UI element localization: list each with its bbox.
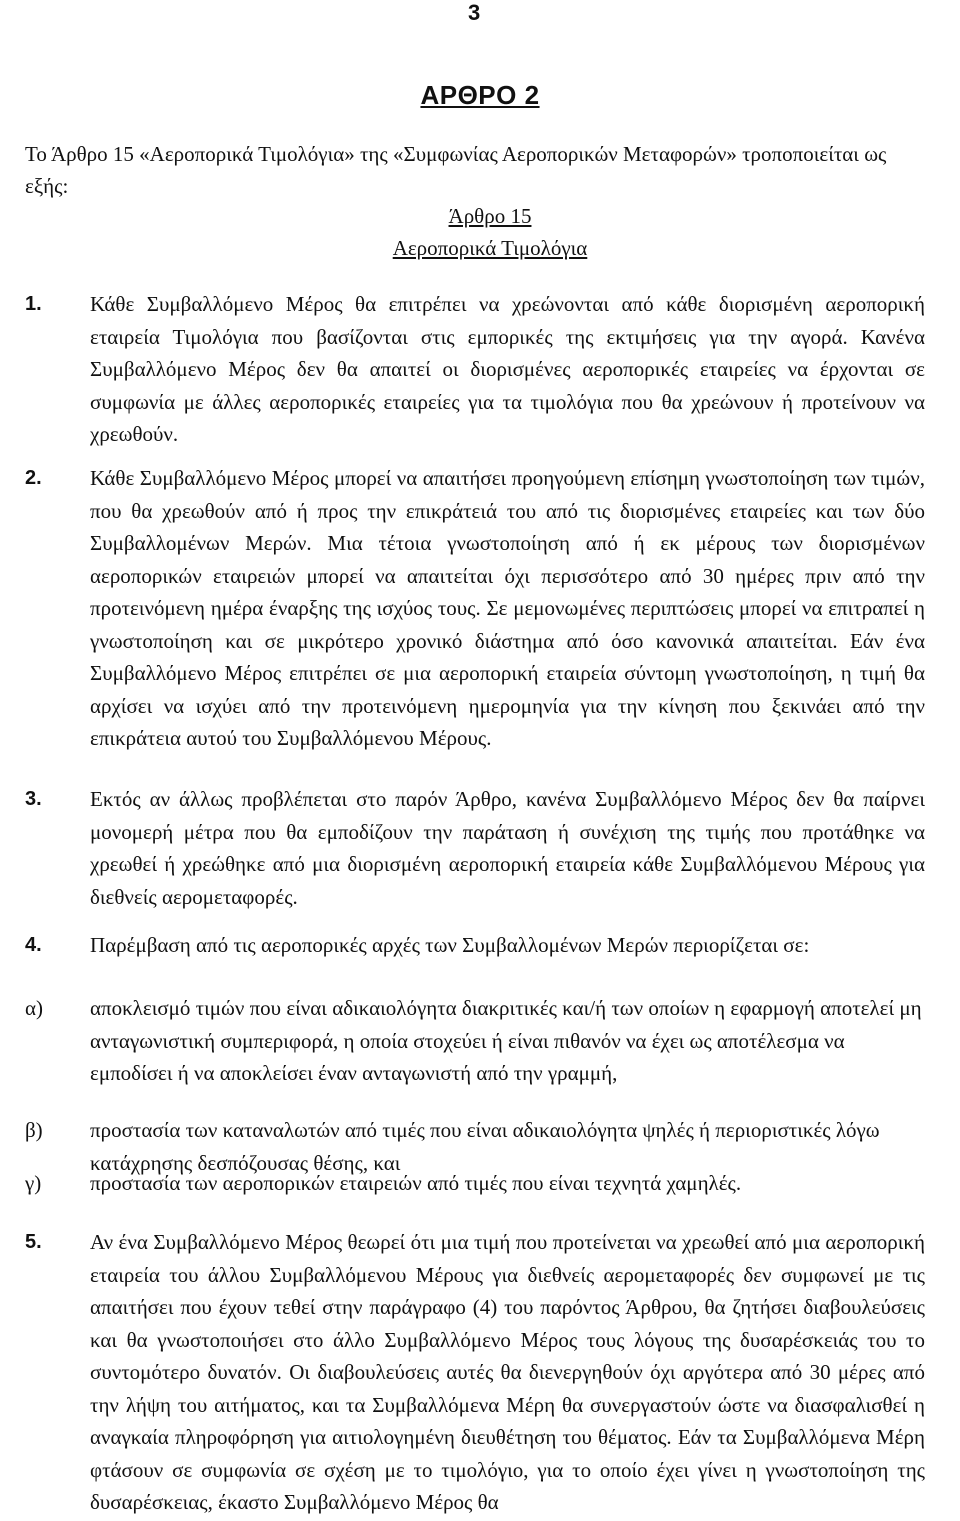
paragraph-number: 5. [25, 1231, 42, 1253]
paragraph-text: Παρέμβαση από τις αεροπορικές αρχές των Συμβαλλομένων Μερών περιορίζεται σε: [90, 933, 810, 957]
sub-item-label: β) [25, 1118, 43, 1142]
sub-item-label: γ) [25, 1171, 42, 1195]
paragraph-text: Κάθε Συμβαλλόμενο Μέρος μπορεί να απαιτήσει προηγούμενη επίσημη γνωστοποίηση των τιμών, που θα χρεωθούν από ή προς την επικράτειά του από τις διορισμένες εταιρείες και των δύο Συμβαλλομένων Μερών. Μια τέτοια γνωστοποίηση από ή εκ μέρους των διορισμένων αεροπορικών εταιρειών μπορεί να απαιτείται όχι περισσότερο από 30 ημέρες πριν από την προτεινόμενη ημέρα έναρξης της ισχύος τους. Σε μεμονωμένες περιπτώσεις μπορεί να επιτραπεί η γνωστοποίηση και σε μικρότερο χρονικό διάστημα από όσο κανονικά απαιτείται. Εάν ένα Συμβαλλόμενο Μέρος επιτρέπει σε μια αεροπορική εταιρεία σύντομη γνωστοποίηση, η τιμή θα αρχίσει να ισχύει από την προτεινόμενη ημερομηνία για την κίνηση που ξεκινάει από την επικράτεια αυτού του Συμβαλλόμενου Μέρους. [90, 466, 925, 750]
sub-item-label: α) [25, 996, 43, 1020]
intro-text: Το Άρθρο 15 «Αεροπορικά Τιμολόγια» της «Συμφωνίας Αεροπορικών Μεταφορών» τροποποιείται ως εξής: [25, 142, 887, 198]
page-number: 3 [468, 0, 481, 25]
paragraph-text: Αν ένα Συμβαλλόμενο Μέρος θεωρεί ότι μια τιμή που προτείνεται να χρεωθεί από μια αεροπορική εταιρεία του άλλου Συμβαλλόμενου Μέρους για διεθνείς αερομεταφορές δεν συμφωνεί με τις απαιτήσει που έχουν τεθεί στην παράγραφο (4) του παρόντος Άρθρου, θα ζητήσει διαβουλεύσεις και θα γνωστοποιήσει στο άλλο Συμβαλλόμενο Μέρος τους λόγους της δυσαρέσκειάς του το συντομότερο δυνατόν. Οι διαβουλεύσεις αυτές θα διενεργηθούν όχι αργότερα από 30 μέρες από την λήψη του αιτήματος, και τα Συμβαλλόμενα Μέρη θα συνεργαστούν ώστε να διασφαλισθεί η αναγκαία πληροφόρηση για αιτιολογημένη διευθέτηση του θέματος. Εάν τα Συμβαλλόμενα Μέρη φτάσουν σε συμφωνία σε σχέση με το τιμολόγιο, για το οποίο έχει γίνει η γνωστοποίηση της δυσαρέσκειας, έκαστο Συμβαλλόμενο Μέρος θα [90, 1230, 925, 1514]
paragraph-number: 1. [25, 293, 42, 315]
paragraph-3 [25, 783, 925, 913]
paragraph-number: 3. [25, 788, 42, 810]
paragraph-4 [25, 929, 925, 962]
sub-item-text: προστασία των καταναλωτών από τιμές που είναι αδικαιολόγητα ψηλές ή περιοριστικές λόγω κατάχρησης δεσπόζουσας θέσης, και [90, 1118, 880, 1175]
sub-item-text: προστασία των αεροπορικών εταιρειών από τιμές που είναι τεχνητά χαμηλές. [90, 1171, 742, 1195]
paragraph-number: 2. [25, 467, 42, 489]
paragraph-2 [25, 462, 925, 755]
sub-title-article: Άρθρο 15 [448, 204, 532, 228]
article-title: ΑΡΘΡΟ 2 [420, 80, 540, 110]
paragraph-1 [25, 288, 925, 451]
paragraph-number: 4. [25, 934, 42, 956]
sub-item-text: αποκλεισμό τιμών που είναι αδικαιολόγητα διακριτικές και/ή των οποίων η εφαρμογή αποτελεί μη ανταγωνιστική συμπεριφορά, η οποία στοχεύει ή είναι πιθανόν να έχει ως αποτέλεσμα να εμποδίσει ή να αποκλείσει έναν ανταγωνιστή από την γραμμή, [90, 996, 922, 1085]
sub-item-a [25, 992, 925, 1090]
sub-title-name: Αεροπορικά Τιμολόγια [392, 236, 588, 260]
sub-item-c [25, 1167, 925, 1200]
paragraph-5 [25, 1226, 925, 1519]
paragraph-text: Κάθε Συμβαλλόμενο Μέρος θα επιτρέπει να χρεώνονται από κάθε διορισμένη αεροπορική εταιρεία Τιμολόγια που βασίζονται στις εμπορικές της εκτιμήσεις για την αγορά. Κανένα Συμβαλλόμενο Μέρος δεν θα απαιτεί οι διορισμένες αεροπορικές εταιρείες να έρχονται σε συμφωνία με άλλες αεροπορικές εταιρείες για τα τιμολόγια που θα χρεώνουν ή προτείνουν να χρεωθούν. [90, 292, 925, 446]
paragraph-text: Εκτός αν άλλως προβλέπεται στο παρόν Άρθρο, κανένα Συμβαλλόμενο Μέρος δεν θα παίρνει μονομερή μέτρα που θα εμποδίζουν την παράταση ή συνέχιση της τιμής που προτάθηκε να χρεωθεί ή χρεώθηκε από μια διορισμένη αεροπορική εταιρεία κάθε Συμβαλλόμενου Μέρους για διεθνείς αερομεταφορές. [90, 787, 925, 909]
